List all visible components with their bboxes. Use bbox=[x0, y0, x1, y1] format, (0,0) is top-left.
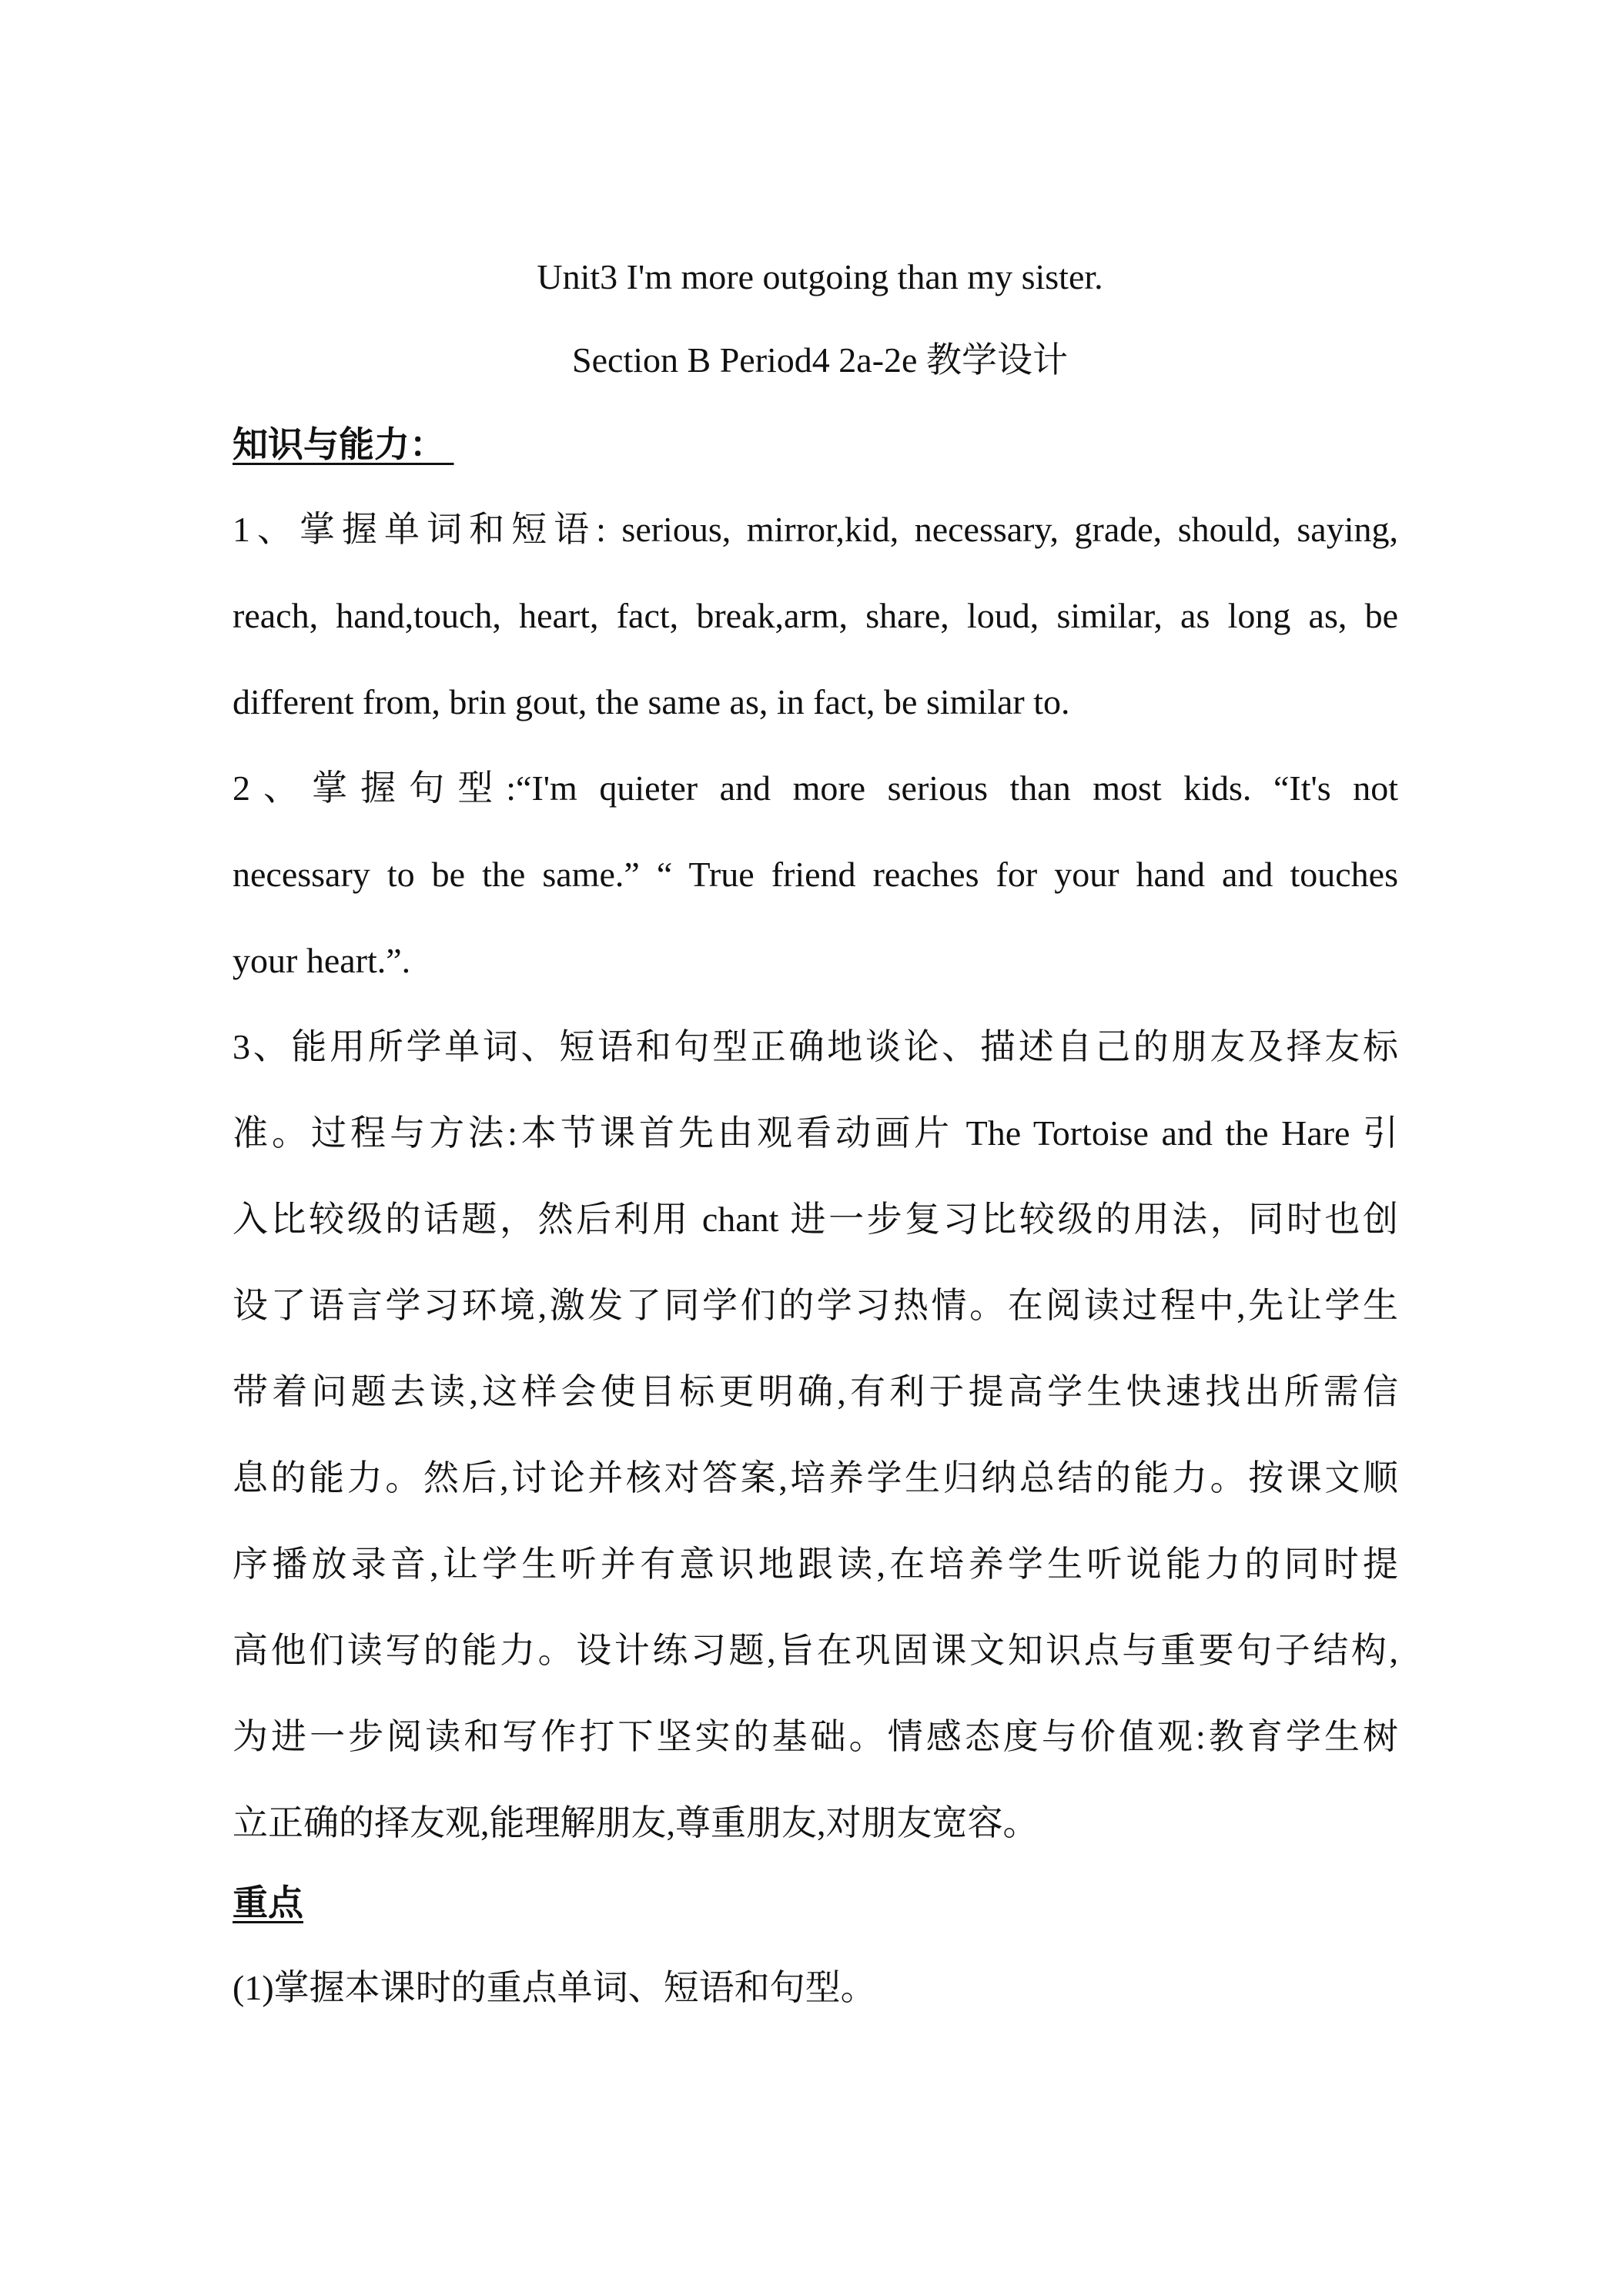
document-title: Unit3 I'm more outgoing than my sister. bbox=[537, 257, 1103, 296]
document-subtitle: Section B Period4 2a-2e 教学设计 bbox=[572, 340, 1068, 380]
paragraph-line: reach, hand,touch, heart, fact, break,arm, share, loud, similar, as long as, be bbox=[233, 596, 1398, 635]
paragraph-line: 1、掌握单词和短语: serious, mirror,kid, necessary, grade, should, saying, bbox=[233, 510, 1398, 549]
paragraph-line: 设了语言学习环境,激发了同学们的学习热情。在阅读过程中,先让学生 bbox=[233, 1286, 1398, 1325]
paragraph-line: 序播放录音,让学生听并有意识地跟读,在培养学生听说能力的同时提 bbox=[233, 1545, 1398, 1584]
paragraph-line: 3、能用所学单词、短语和句型正确地谈论、描述自己的朋友及择友标 bbox=[233, 1027, 1398, 1066]
key-point-item: (1)掌握本课时的重点单词、短语和句型。 bbox=[233, 1968, 876, 2007]
paragraph-line: 立正确的择友观,能理解朋友,尊重朋友,对朋友宽容。 bbox=[233, 1803, 1039, 1842]
paragraph-line: your heart.”. bbox=[233, 941, 411, 980]
heading-knowledge-ability: 知识与能力： bbox=[233, 425, 454, 464]
paragraph-line: 息的能力。然后,讨论并核对答案,培养学生归纳总结的能力。按课文顺 bbox=[233, 1458, 1398, 1498]
paragraph-line: 高他们读写的能力。设计练习题,旨在巩固课文知识点与重要句子结构, bbox=[233, 1631, 1398, 1670]
paragraph-line: different from, brin gout, the same as, in fact, be similar to. bbox=[233, 682, 1070, 721]
paragraph-line: 2、掌握句型:“I'm quieter and more serious than most kids. “It's not bbox=[233, 768, 1398, 808]
paragraph-line: 入比较级的话题，然后利用 chant 进一步复习比较级的用法，同时也创 bbox=[233, 1200, 1398, 1239]
paragraph-line: 带着问题去读,这样会使目标更明确,有利于提高学生快速找出所需信 bbox=[233, 1372, 1398, 1411]
paragraph-line: necessary to be the same.” “ True friend reaches for your hand and touches bbox=[233, 855, 1398, 894]
paragraph-line: 为进一步阅读和写作打下坚实的基础。情感态度与价值观:教育学生树 bbox=[233, 1717, 1398, 1756]
heading-key-points: 重点 bbox=[233, 1883, 303, 1923]
paragraph-line: 准。过程与方法:本节课首先由观看动画片 The Tortoise and the Hare 引 bbox=[233, 1113, 1398, 1153]
